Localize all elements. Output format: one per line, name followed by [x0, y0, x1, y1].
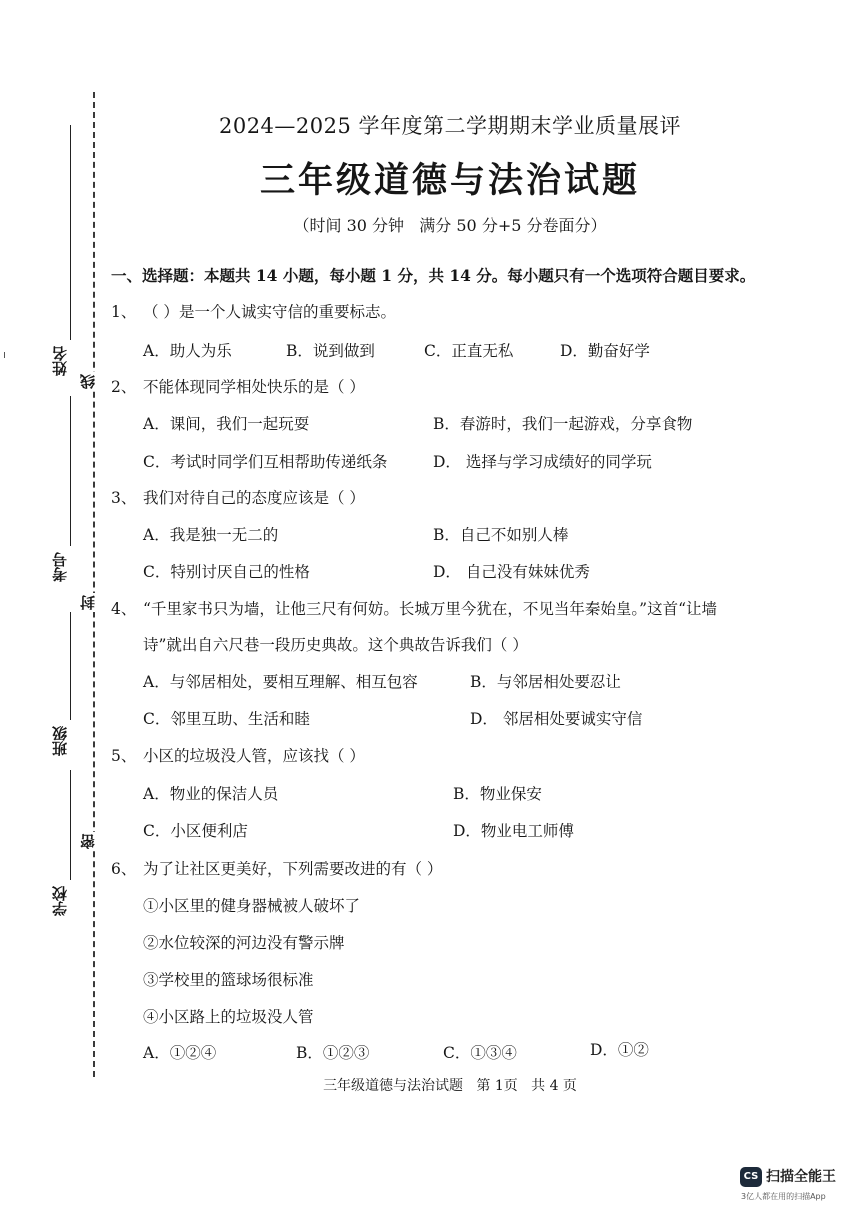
watermark-tagline: 3亿人都在用的扫描App	[741, 1192, 826, 1201]
option-5c: C．小区便利店	[143, 822, 248, 840]
option-6b: B．①②③	[296, 1044, 370, 1062]
option-6c: C．①③④	[443, 1044, 517, 1062]
question-4-stem-continued: 诗”就出自六尺巷一段历史典故。这个典故告诉我们（ ）	[143, 636, 528, 654]
option-2a: A．课间，我们一起玩耍	[143, 415, 310, 433]
statement-2: ②水位较深的河边没有警示牌	[143, 934, 345, 952]
option-4a: A．与邻居相处，要相互理解、相互包容	[143, 673, 418, 691]
binding-dashed-line	[93, 92, 95, 1077]
option-1d: D．勤奋好学	[560, 342, 650, 360]
question-number: 6、	[111, 860, 137, 878]
option-2c: C．考试时同学们互相帮助传递纸条	[143, 453, 388, 471]
question-2	[111, 377, 365, 397]
question-stem: “千里家书只为墙，让他三尺有何妨。长城万里今犹在，不见当年秦始皇。”这首“让墙	[143, 600, 718, 618]
question-stem: 不能体现同学相处快乐的是（ ）	[143, 378, 365, 396]
question-stem: 是一个人诚实守信的重要标志。	[178, 303, 396, 321]
section-heading: 一、选择题：本题共 14 小题，每小题 1 分，共 14 分。每小题只有一个选项符合题目要求。	[111, 266, 756, 285]
option-3d: D． 自己没有妹妹优秀	[433, 563, 590, 581]
statement-1: ①小区里的健身器械被人破坏了	[143, 897, 361, 915]
school-fill-line	[70, 770, 71, 880]
school-label: 学校	[51, 886, 69, 916]
binding-mark-xian: 线	[79, 374, 97, 389]
edge-mark	[4, 352, 5, 358]
subject-title: 三年级道德与法治试题	[259, 161, 640, 201]
statement-4: ④小区路上的垃圾没人管	[143, 1008, 314, 1026]
question-stem: 小区的垃圾没人管，应该找（ ）	[143, 747, 365, 765]
option-4d: D． 邻居相处要诚实守信	[470, 710, 643, 728]
binding-mark-mi: 密	[79, 834, 97, 849]
time-info: （时间 30 分钟 满分 50 分+5 分卷面分）	[293, 216, 607, 235]
scanner-watermark	[740, 1163, 850, 1208]
statement-3: ③学校里的篮球场很标准	[143, 971, 314, 989]
question-number: 5、	[111, 747, 137, 765]
exam-title: 2024—2025 学年度第二学期期末学业质量展评	[218, 114, 682, 138]
option-2d: D． 选择与学习成绩好的同学玩	[433, 453, 652, 471]
page-footer: 三年级道德与法治试题 第 1页 共 4 页	[323, 1078, 577, 1094]
option-1b: B．说到做到	[286, 342, 375, 360]
option-5a: A．物业的保洁人员	[143, 785, 279, 803]
question-3	[111, 488, 365, 508]
exam-no-fill-line	[70, 396, 71, 546]
option-5b: B．物业保安	[453, 785, 542, 803]
question-number: 2、	[111, 378, 137, 396]
question-number: 1、	[111, 303, 137, 321]
question-1	[111, 302, 396, 322]
camscanner-logo-icon: CS	[740, 1167, 762, 1187]
option-3a: A．我是独一无二的	[143, 526, 279, 544]
option-6a: A．①②④	[143, 1044, 217, 1062]
option-6d: D．①②	[590, 1041, 649, 1059]
binding-mark-feng: 封	[79, 595, 97, 610]
exam-no-label: 考号	[51, 552, 69, 582]
question-6	[111, 859, 442, 879]
option-4c: C．邻里互助、生活和睦	[143, 710, 310, 728]
name-label: 姓名	[51, 346, 69, 376]
question-stem: 我们对待自己的态度应该是（ ）	[143, 489, 365, 507]
answer-blank: （ ）	[143, 303, 179, 321]
question-4	[111, 599, 717, 619]
option-1a: A．助人为乐	[143, 342, 232, 360]
class-label: 班级	[51, 726, 69, 756]
option-5d: D．物业电工师傅	[453, 822, 574, 840]
question-number: 3、	[111, 489, 137, 507]
watermark-app-name: 扫描全能王	[766, 1169, 836, 1185]
question-5	[111, 746, 365, 766]
option-1c: C．正直无私	[424, 342, 514, 360]
question-number: 4、	[111, 600, 137, 618]
question-stem: 为了让社区更美好，下列需要改进的有（ ）	[143, 860, 443, 878]
name-fill-line	[70, 125, 71, 340]
option-2b: B．春游时，我们一起游戏，分享食物	[433, 415, 693, 433]
class-fill-line	[70, 612, 71, 720]
option-3b: B．自己不如别人棒	[433, 526, 569, 544]
option-4b: B．与邻居相处要忍让	[470, 673, 621, 691]
option-3c: C．特别讨厌自己的性格	[143, 563, 310, 581]
